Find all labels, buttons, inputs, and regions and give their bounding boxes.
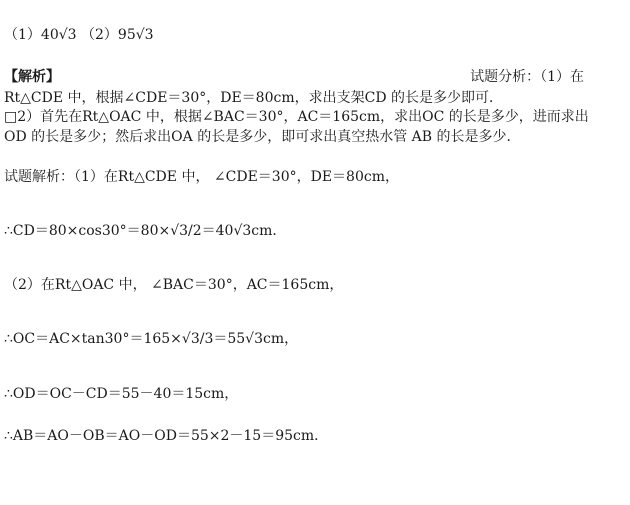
solution-line-1: 试题解析：（1）在Rt△CDE 中， ∠CDE＝30°，DE＝80cm， — [4, 169, 399, 185]
analysis-heading: 【解析】 — [4, 69, 60, 85]
analysis-line-3: OD 的长是多少；然后求出OA 的长是多少，即可求出真空热水管 AB 的长是多少． — [4, 129, 521, 145]
analysis-intro: 试题分析：（1）在 — [470, 69, 584, 85]
solution-line-2: ∴CD＝80×cos30°＝80×√3/2＝40√3cm． — [4, 223, 287, 239]
answers-line: （1）40√3 （2）95√3 — [4, 27, 154, 43]
solution-line-3: （2）在Rt△OAC 中， ∠BAC＝30°，AC＝165cm， — [4, 277, 344, 293]
analysis-line-1: Rt△CDE 中，根据∠CDE＝30°，DE＝80cm，求出支架CD 的长是多少即可． — [4, 90, 504, 106]
analysis-line-2: □2）首先在Rt△OAC 中，根据∠BAC＝30°，AC＝165cm，求出OC 的长是多少，进而求出 — [4, 109, 589, 125]
solution-line-6: ∴AB＝AO－OB＝AO－OD＝55×2－15＝95cm． — [4, 428, 329, 444]
solution-line-5: ∴OD＝OC－CD＝55－40＝15cm， — [4, 386, 239, 402]
solution-line-4: ∴OC＝AC×tan30°＝165×√3/3＝55√3cm， — [4, 331, 299, 347]
